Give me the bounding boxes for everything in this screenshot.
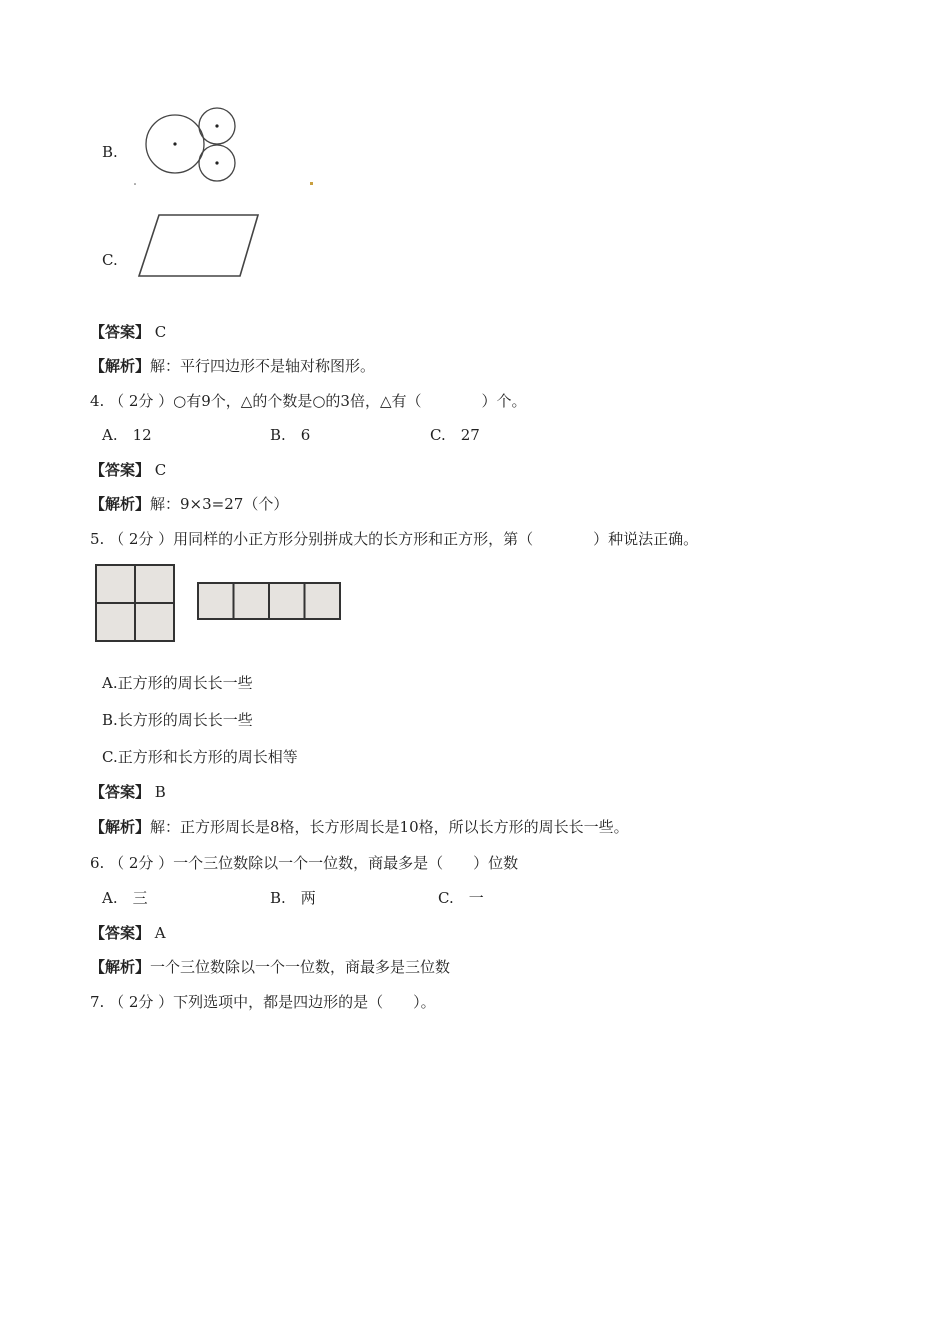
q4-option-b: B. 6 xyxy=(270,426,311,444)
q6-option-a: A. 三 xyxy=(102,889,148,907)
q4-stem: 4. （ 2分 ）○有9个，△的个数是○的3倍，△有（ ）个。 xyxy=(90,392,527,410)
stray-dot xyxy=(310,182,313,185)
q6-stem: 6. （ 2分 ）一个三位数除以一个一位数，商最多是（ ）位数 xyxy=(90,854,519,872)
q4-option-c: C. 27 xyxy=(430,426,480,444)
analysis-text: 一个三位数除以一个一位数，商最多是三位数 xyxy=(150,958,451,976)
analysis-text: 解：9×3=27（个） xyxy=(150,495,289,513)
q6-analysis xyxy=(90,957,450,977)
analysis-text: 解：正方形周长是8格，长方形周长是10格，所以长方形的周长长一些。 xyxy=(150,818,629,836)
q3-option-b-label: B. xyxy=(102,143,118,161)
q5-option-c: C.正方形和长方形的周长相等 xyxy=(102,748,298,766)
q6-option-c: C. 一 xyxy=(438,889,484,907)
answer-tag: 【答案】 xyxy=(90,924,151,942)
q5-option-b: B.长方形的周长长一些 xyxy=(102,711,253,729)
answer-value: C xyxy=(154,461,167,479)
rectangle-grid-figure xyxy=(196,581,342,621)
analysis-tag: 【解析】 xyxy=(90,958,151,976)
q3-option-c-label: C. xyxy=(102,251,118,269)
q5-stem: 5. （ 2分 ）用同样的小正方形分别拼成大的长方形和正方形，第（ ）种说法正确。 xyxy=(90,530,699,548)
analysis-tag: 【解析】 xyxy=(90,495,151,513)
q4-option-a: A. 12 xyxy=(102,426,152,444)
answer-tag: 【答案】 xyxy=(90,461,151,479)
analysis-tag: 【解析】 xyxy=(90,357,151,375)
answer-value: B xyxy=(154,783,166,801)
q4-analysis xyxy=(90,494,288,514)
q5-analysis xyxy=(90,817,629,837)
answer-value: A xyxy=(154,924,166,942)
parallelogram-figure xyxy=(135,210,265,280)
square-grid-figure xyxy=(94,563,176,643)
q7-stem: 7. （ 2分 ）下列选项中，都是四边形的是（ ）。 xyxy=(90,993,436,1011)
q4-answer xyxy=(90,460,166,480)
analysis-tag: 【解析】 xyxy=(90,818,151,836)
q6-option-b: B. 两 xyxy=(270,889,316,907)
answer-tag: 【答案】 xyxy=(90,323,151,341)
q3-analysis xyxy=(90,356,375,376)
answer-tag: 【答案】 xyxy=(90,783,151,801)
q6-answer xyxy=(90,923,166,943)
q5-option-a: A.正方形的周长长一些 xyxy=(102,674,253,692)
q3-answer xyxy=(90,322,166,342)
analysis-text: 解：平行四边形不是轴对称图形。 xyxy=(150,357,376,375)
answer-value: C xyxy=(154,323,167,341)
three-circles-figure xyxy=(140,104,250,189)
q5-answer xyxy=(90,782,166,802)
